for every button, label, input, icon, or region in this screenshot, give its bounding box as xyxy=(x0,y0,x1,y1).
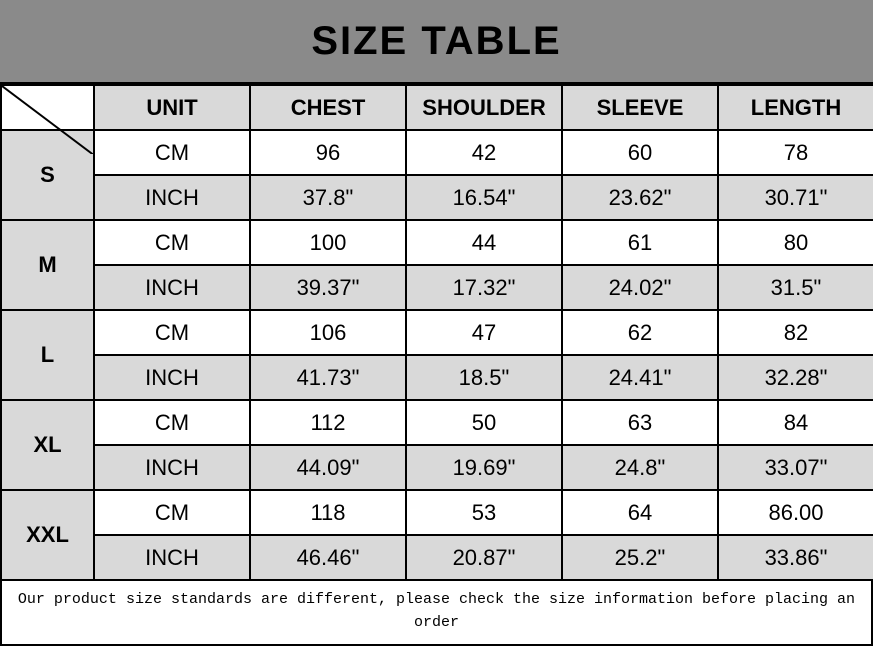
unit-cm: CM xyxy=(94,310,250,355)
cell-m-cm-length: 80 xyxy=(718,220,873,265)
cell-s-cm-length: 78 xyxy=(718,130,873,175)
unit-inch: INCH xyxy=(94,445,250,490)
cell-xl-inch-length: 33.07" xyxy=(718,445,873,490)
unit-inch: INCH xyxy=(94,535,250,580)
cell-s-cm-sleeve: 60 xyxy=(562,130,718,175)
cell-s-inch-sleeve: 23.62" xyxy=(562,175,718,220)
cell-s-inch-length: 30.71" xyxy=(718,175,873,220)
table-row xyxy=(1,130,873,175)
column-header-sleeve: SLEEVE xyxy=(562,85,718,130)
cell-xl-cm-sleeve: 63 xyxy=(562,400,718,445)
unit-inch: INCH xyxy=(94,265,250,310)
cell-xl-cm-shoulder: 50 xyxy=(406,400,562,445)
title-banner xyxy=(0,0,873,84)
size-table xyxy=(0,84,873,581)
bottom-strip xyxy=(0,646,873,660)
cell-xxl-inch-shoulder: 20.87" xyxy=(406,535,562,580)
cell-s-cm-shoulder: 42 xyxy=(406,130,562,175)
table-row xyxy=(1,400,873,445)
table-row xyxy=(1,355,873,400)
cell-m-cm-shoulder: 44 xyxy=(406,220,562,265)
unit-cm: CM xyxy=(94,400,250,445)
cell-m-inch-shoulder: 17.32" xyxy=(406,265,562,310)
cell-m-inch-length: 31.5" xyxy=(718,265,873,310)
column-header-length: LENGTH xyxy=(718,85,873,130)
table-row xyxy=(1,445,873,490)
page-title: SIZE TABLE xyxy=(311,18,562,63)
size-label-xxl: XXL xyxy=(1,490,94,580)
size-label-m: M xyxy=(1,220,94,310)
cell-l-cm-sleeve: 62 xyxy=(562,310,718,355)
cell-xl-cm-chest: 112 xyxy=(250,400,406,445)
cell-l-inch-length: 32.28" xyxy=(718,355,873,400)
cell-xxl-inch-length: 33.86" xyxy=(718,535,873,580)
cell-m-inch-sleeve: 24.02" xyxy=(562,265,718,310)
table-row xyxy=(1,220,873,265)
size-label-xl: XL xyxy=(1,400,94,490)
cell-xxl-cm-length: 86.00 xyxy=(718,490,873,535)
size-note: Our product size standards are different, please check the size information before placing an order xyxy=(0,581,873,646)
unit-cm: CM xyxy=(94,130,250,175)
cell-m-inch-chest: 39.37" xyxy=(250,265,406,310)
size-label-l: L xyxy=(1,310,94,400)
cell-l-inch-chest: 41.73" xyxy=(250,355,406,400)
unit-cm: CM xyxy=(94,220,250,265)
cell-xl-inch-shoulder: 19.69" xyxy=(406,445,562,490)
cell-m-cm-chest: 100 xyxy=(250,220,406,265)
unit-cm: CM xyxy=(94,490,250,535)
table-row xyxy=(1,310,873,355)
column-header-chest: CHEST xyxy=(250,85,406,130)
cell-l-cm-shoulder: 47 xyxy=(406,310,562,355)
cell-s-cm-chest: 96 xyxy=(250,130,406,175)
cell-l-inch-shoulder: 18.5" xyxy=(406,355,562,400)
table-row xyxy=(1,265,873,310)
corner-cell xyxy=(1,85,94,130)
cell-l-cm-chest: 106 xyxy=(250,310,406,355)
cell-xxl-cm-sleeve: 64 xyxy=(562,490,718,535)
column-header-unit: UNIT xyxy=(94,85,250,130)
cell-l-cm-length: 82 xyxy=(718,310,873,355)
cell-l-inch-sleeve: 24.41" xyxy=(562,355,718,400)
table-header-row xyxy=(1,85,873,130)
unit-inch: INCH xyxy=(94,355,250,400)
table-row xyxy=(1,175,873,220)
column-header-shoulder: SHOULDER xyxy=(406,85,562,130)
table-row xyxy=(1,535,873,580)
size-label-s: S xyxy=(1,130,94,220)
unit-inch: INCH xyxy=(94,175,250,220)
cell-xxl-inch-sleeve: 25.2" xyxy=(562,535,718,580)
cell-xl-inch-sleeve: 24.8" xyxy=(562,445,718,490)
cell-xxl-cm-chest: 118 xyxy=(250,490,406,535)
cell-xl-cm-length: 84 xyxy=(718,400,873,445)
diagonal-divider-icon xyxy=(2,86,93,154)
cell-xxl-cm-shoulder: 53 xyxy=(406,490,562,535)
cell-xxl-inch-chest: 46.46" xyxy=(250,535,406,580)
cell-s-inch-chest: 37.8" xyxy=(250,175,406,220)
cell-m-cm-sleeve: 61 xyxy=(562,220,718,265)
cell-xl-inch-chest: 44.09" xyxy=(250,445,406,490)
cell-s-inch-shoulder: 16.54" xyxy=(406,175,562,220)
table-row xyxy=(1,490,873,535)
